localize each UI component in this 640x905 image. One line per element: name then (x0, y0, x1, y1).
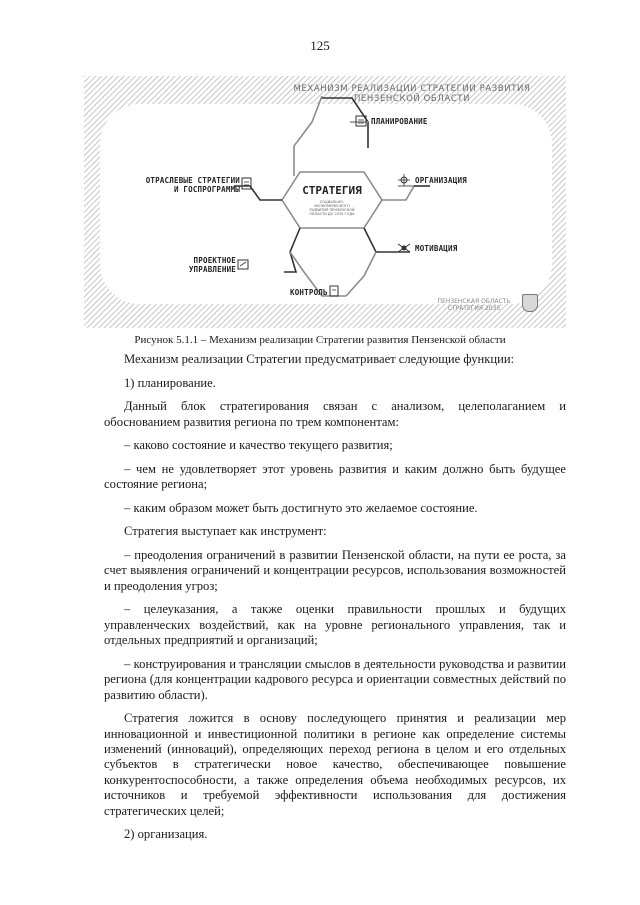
footer-line2: СТРАТЕГИЯ 2035 (447, 305, 501, 312)
node-project-line1: ПРОЕКТНОЕ (193, 256, 236, 265)
paragraph: Механизм реализации Стратегии предусматривает следующие функции: (124, 352, 515, 366)
center-subtitle: СОЦИАЛЬНО-ЭКОНОМИЧЕСКОГО РАЗВИТИЯ ПЕНЗЕНСКОЙ ОБЛАСТИ ДО 2035 ГОДА (309, 200, 355, 216)
paragraph: – преодоления ограничений в развитии Пензенской области, на пути ее роста, за счет выявления ограничений и концентрации ресурсов, использования возможностей и преодоления угроз; (104, 547, 566, 593)
node-project-management (180, 256, 236, 274)
center-title: СТРАТЕГИЯ (302, 184, 362, 197)
paragraph: – чем не удовлетворяет этот уровень развития и каким должно быть будущее состояние региона; (104, 461, 566, 492)
figure-footer-logo (434, 298, 514, 312)
paragraph: – каково состояние и качество текущего развития; (124, 438, 393, 453)
paragraph: – конструирования и трансляции смыслов в деятельности руководства и развитии региона (для концентрации кадрового ресурса и ориентации совместных действий по развитию области). (104, 656, 566, 702)
figure-title (262, 84, 562, 104)
node-motivation: МОТИВАЦИЯ (415, 244, 458, 253)
node-control: КОНТРОЛЬ (290, 288, 328, 297)
node-project-line2: УПРАВЛЕНИЕ (188, 265, 236, 274)
figure-caption: Рисунок 5.1.1 – Механизм реализации Стратегии развития Пензенской области (134, 334, 506, 346)
page-number: 125 (310, 38, 330, 53)
strategy-mechanism-figure (84, 76, 566, 328)
paragraph: – целеуказания, а также оценки правильности прошлых и будущих управленческих воздействий, как на уровне регионального управления, так и отдельных предприятий и организаций; (104, 602, 566, 648)
figure-title-line2: ПЕНЗЕНСКОЙ ОБЛАСТИ (353, 94, 471, 104)
node-sector-line1: ОТРАСЛЕВЫЕ СТРАТЕГИИ (145, 176, 240, 185)
figure-title-line1: МЕХАНИЗМ РЕАЛИЗАЦИИ СТРАТЕГИИ РАЗВИТИЯ (293, 84, 531, 94)
body-text (104, 352, 566, 851)
paragraph: Стратегия ложится в основу последующего принятия и реализации мер инновационной и инвестиционной политики в регионе как определение системы изменений (инноваций), определяющих переход региона в целом и его отдельных субъектов в стратегически новое качество, обеспечивающее повышение конкурентоспособности, а также определения объема необходимых ресурсов, их источников и требуемой эффективности использования для достижения стратегических целей; (104, 711, 566, 818)
node-sector-programs (136, 176, 240, 194)
region-crest-icon (522, 294, 538, 312)
node-sector-line2: И ГОСПРОГРАММЫ (173, 185, 240, 194)
paragraph: 2) организация. (124, 827, 208, 842)
node-organization: ОРГАНИЗАЦИЯ (415, 176, 467, 185)
paragraph: Стратегия выступает как инструмент: (124, 524, 327, 539)
paragraph: Данный блок стратегирования связан с анализом, целеполаганием и обоснованием развития региона по трем компонентам: (104, 399, 566, 429)
footer-line1: ПЕНЗЕНСКАЯ ОБЛАСТЬ (437, 298, 511, 305)
paragraph: – каким образом может быть достигнуто это желаемое состояние. (124, 500, 478, 515)
paragraph: 1) планирование. (124, 375, 216, 390)
node-planning: ПЛАНИРОВАНИЕ (371, 117, 428, 126)
